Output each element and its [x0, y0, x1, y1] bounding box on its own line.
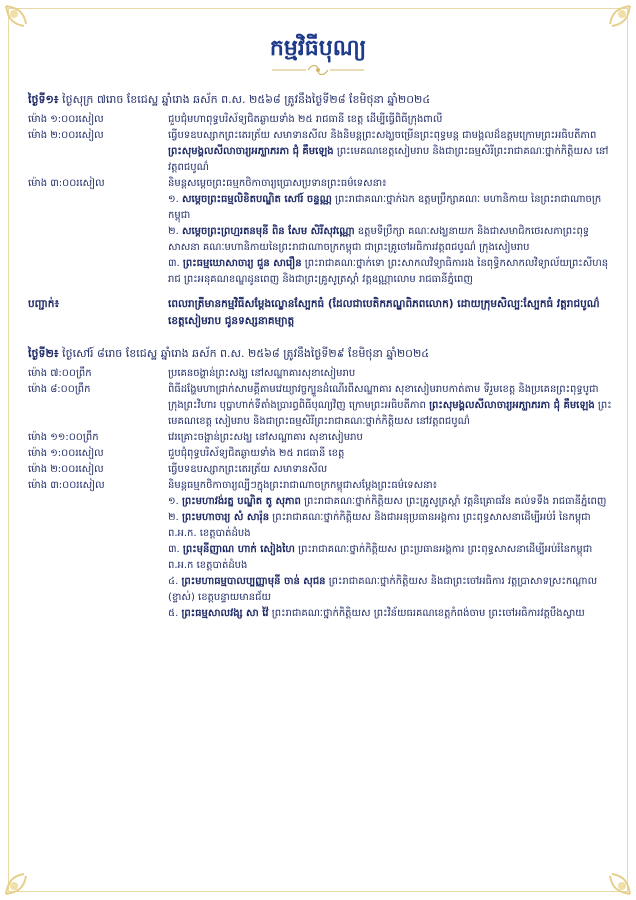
page-title: កម្មវិធីបុណ្យ	[269, 35, 367, 61]
schedule-row	[28, 382, 613, 430]
list-item	[168, 542, 613, 574]
day1-label: ថ្ងៃទី១៖	[28, 93, 59, 106]
preacher-name: ព្រះមហាធម្មបាលប្បញ្ញាមុនី ចាន់ សុជន	[181, 576, 326, 587]
list-item	[168, 574, 613, 606]
list-item	[168, 256, 613, 288]
list-number: ២.	[168, 512, 182, 523]
list-number: ៣.	[168, 258, 183, 269]
schedule-row	[28, 128, 613, 176]
schedule-time: ម៉ោង ៣:០០រសៀល	[28, 480, 105, 491]
list-number: ១.	[168, 496, 182, 507]
list-item	[168, 510, 613, 542]
preacher-list	[168, 494, 613, 622]
preacher-name: ព្រះមហាចារ្យ សំ សារ៉ុន	[181, 512, 270, 523]
list-item	[168, 224, 613, 256]
preacher-title: ព្រះរាជាគណៈថ្នាក់កិត្តិយស និងជាព្រះចៅអធិការ វត្តប្រាសាទស្រះកណ្តាល (ខ្ទាស់) ខេត្តបន្ទាយមានជ័យ	[168, 576, 598, 603]
schedule-time: ម៉ោង ២:០០រសៀល	[28, 130, 104, 141]
schedule-desc: ជួបជុំមហាពុទ្ធបរិស័ទ្យជិតឆ្ងាយទាំង ២៥ រាជធានី ខេត្ត ដើម្បីធ្វើពិធីក្រុងពាលី	[168, 114, 443, 125]
note-text: ពេលរាត្រីមានកម្មវិធីសម្តែងល្ខោនស្បែកធំ (ដែលជាបេតិកភណ្ឌពិភពលោក) ដោយក្រុមសិល្បៈស្បែកធំ វត្តរាជបូណ៌ ខេត្តសៀមរាប ជូនទស្សនាគម្យាត្ត	[168, 298, 600, 327]
preacher-name: ព្រះធម្មឃោសាចារ្យ ជួន សារឿន	[182, 258, 302, 269]
schedule-time: ម៉ោង ១:០០រសៀល	[28, 448, 104, 459]
schedule-row	[28, 112, 613, 128]
preacher-list	[168, 192, 613, 288]
desc-text: និមន្តសម្តេចព្រះធម្មកថិកាចារ្យប្រោសប្រទានព្រះធម៌ទេសនា៖	[168, 178, 387, 189]
day2-date: ថ្ងៃសៅរ៍ ៨រោច ខែជេស្ឋ ឆ្នាំរោង ឆស័ក ព.ស. ២៥៦៨ ត្រូវនឹងថ្ងៃទី២៩ ខែមិថុនា ឆ្នាំ២០២៤	[62, 347, 430, 360]
presiding-monk-name: ព្រះសុមង្គលសីលាចារ្យអភ្ឃាភរភា ជុំ គឹមឡេង	[168, 146, 334, 157]
note-label: បញ្ជាក់៖	[28, 298, 60, 310]
day1-date: ថ្ងៃសុក្រ ៧រោច ខែជេស្ឋ ឆ្នាំរោង ឆស័ក ព.ស. ២៥៦៨ ត្រូវនឹងថ្ងៃទី២៨ ខែមិថុនា ឆ្នាំ២០២៤	[62, 93, 431, 106]
list-item	[168, 606, 613, 622]
preacher-title: ឧត្តមទីប្រឹក្សា គណៈសង្ឃនាយក និងជាសមាជិកថេរសភាព្រះពុទ្ធសាសនា គណៈមហានិកាយនៃព្រះរាជាណាចក្រកម្ពុជា ជាព្រះគ្រូចៅអធិការវត្តពជបូណ៌ ក្រុងសៀមរាប	[168, 226, 590, 253]
list-item	[168, 192, 613, 224]
preacher-name: ព្រះមុនីញាណ ហាក់ សៀងហៃ	[182, 544, 295, 555]
schedule-desc: ជួបជុំពុទ្ធបរិស័ទ្យជិតឆ្ងាយទាំង ២៥ រាជធានី ខេត្ត	[168, 448, 345, 459]
preacher-name: សម្តេចព្រះធម្មលិខិតបណ្ឌិត សៅរ៍ ចន្ទណ្ណ	[181, 194, 332, 205]
program-content	[28, 92, 613, 630]
preacher-name: ព្រះមហាវង់រត្ន បណ្ឌិត តូ សុភាព	[181, 496, 301, 507]
schedule-row	[28, 446, 613, 462]
list-number: ៥.	[168, 608, 182, 619]
schedule-time: ម៉ោង ២:០០រសៀល	[28, 464, 104, 475]
day2-label: ថ្ងៃទី២៖	[28, 347, 59, 360]
preacher-title: ព្រះរាជាគណៈថ្នាក់កិត្តិយស ព្រះវិន័យធរគណខេត្តកំពង់ចាម ព្រះចៅអធិការវត្តបឹងស្វាយ	[268, 608, 585, 619]
schedule-desc: ធ្វើបទឧបស្សាកព្រះតេរត្រ័យ សមាទានសីល	[168, 464, 328, 475]
schedule-desc: ប្រគេនចង្ហាន់ព្រះសង្ឃ នៅសណ្ឋាគារសុខាសៀមរាប	[168, 368, 356, 379]
day1-note	[28, 296, 613, 330]
schedule-row	[28, 478, 613, 622]
schedule-desc	[168, 478, 613, 622]
schedule-desc	[168, 176, 613, 288]
preacher-title: ព្រះរាជាគណៈថ្នាក់ទោ ព្រះសាកលវិទ្យាធិការរង នៃពុទ្ធិកសាកលវិទ្យាល័យព្រះសីហនុរាជ ព្រះអនុគណខណ្ឌដូនពេញ និងជាព្រះគ្រូសូត្រស្តាំ វត្តឧណ្ណាលោម រាជធានីភ្នំពេញ	[168, 258, 609, 285]
corner-ornament-icon	[598, 862, 632, 896]
desc-text: ធ្វើបទឧបស្សាកព្រះតេរត្រ័យ សមាទានសីល និងនិមន្តព្រះសង្ឃចម្រើនព្រះពុទ្ធមន្ត ជាមង្គលដ៏ឧត្តមក្រោមព្រះអធិបតីភាព	[168, 130, 597, 141]
day1-schedule	[28, 112, 613, 288]
preacher-name: ព្រះធម្មសាលវង្ស សា វ៉ៃ	[181, 608, 269, 619]
schedule-row	[28, 462, 613, 478]
corner-ornament-icon	[598, 4, 632, 38]
desc-text: ព្រះមេគណខេត្តសៀមរាប និងជាព្រះធម្មសិរីព្រះរាជាគណៈថ្នាក់កិត្តិយស នៅវត្តពជបូណ៌	[168, 146, 609, 173]
list-item	[168, 494, 613, 510]
schedule-row	[28, 366, 613, 382]
list-number: ១.	[168, 194, 182, 205]
list-number: ៣.	[168, 544, 183, 555]
schedule-time: ម៉ោង ១:០០រសៀល	[28, 114, 104, 125]
desc-text: ពិធីដង្ហែមហាជ្រាក់សាមគ្គីតាមវេយ្យាវច្ចក្បួនដំណើរពីសណ្ឋាគារ សុខាសៀមរាបកាត់តាម ទីរួមខេត្ត និងប្រគេនព្រះពុទ្ធ​បូជាក្រុងព្រះវិហារ បុប្ផាហាក់ទីតាំងប្រារព្ធពិធីបុណ្យវិញ ក្រោមព្រះអធិបតីភាព	[168, 384, 599, 411]
corner-ornament-icon	[4, 862, 38, 896]
schedule-desc	[168, 382, 613, 430]
schedule-time: ម៉ោង ៣:០០រសៀល	[28, 178, 105, 189]
title-divider-ornament-icon	[268, 64, 368, 76]
list-number: ៤.	[168, 576, 182, 587]
corner-ornament-icon	[4, 4, 38, 38]
day2-schedule	[28, 366, 613, 622]
schedule-desc	[168, 128, 613, 176]
schedule-time: ម៉ោង ១១:០០ព្រឹក	[28, 432, 99, 443]
preacher-title: ព្រះរាជាគណៈថ្នាក់កិត្តិយស និងជាអនុប្រធានអង្គការ ព្រះពុទ្ធសាសនាដើម្បីអប់រំ នៃកម្ពុជា ព.អ.ក. ខេត្តបាត់ដំបង	[168, 512, 591, 539]
day2-heading	[28, 346, 613, 362]
preacher-name: សម្តេចព្រះព្រហ្មរតនមុនី ពិន សែម សិរីសុវណ្ណោ	[181, 226, 355, 237]
preacher-title: ព្រះរាជាគណៈថ្នាក់ឯក ឧត្តមប្រឹក្សាគណៈ មហានិកាយ នៃព្រះរាជាណាចក្រកម្ពុជា	[168, 194, 602, 221]
preacher-title: ព្រះរាជាគណៈថ្នាក់កិត្តិយស ព្រះប្រធានអង្គការ ព្រះពុទ្ធសាសនាដើម្បីអប់រំនៃកម្ពុជា ព.អ.ក ខេត្តបាត់ដំបង	[168, 544, 593, 571]
desc-text: ព្រះមេគណខេត្ត សៀមរាប និងជាព្រះធម្មសិរីព្រះរាជាគណៈថ្នាក់កិត្តិយស នៅវត្តពជបូណ៌	[168, 400, 612, 427]
schedule-row	[28, 176, 613, 288]
schedule-desc: វេរគ្រោះចង្ហាន់ព្រះសង្ឃ នៅសណ្ឋាគារ សុខាសៀមរាប	[168, 432, 363, 443]
schedule-row	[28, 430, 613, 446]
schedule-time: ម៉ោង ៨:០០ព្រឹក	[28, 384, 91, 395]
preacher-title: ព្រះរាជាគណៈថ្នាក់កិត្តិយស ព្រះគ្រូសូត្រស្តាំ វត្តនិគ្រោធវ័ន គល់ទទឹង រាជធានីភ្នំពេញ	[300, 496, 607, 507]
day1-heading	[28, 92, 613, 108]
schedule-time: ម៉ោង ៧:០០ព្រឹក	[28, 368, 92, 379]
presiding-monk-name: ព្រះសុមង្គលសីលាចារ្យអភ្ឃាភរភា ជុំ គឹមឡេង	[429, 400, 595, 411]
desc-text: និមន្តធម្មកថិកាចារ្យល្បីៗក្នុងព្រះរាជាណាចក្រកម្ពុជាសម្តែងព្រះធម៌ទេសនា៖	[168, 480, 438, 491]
list-number: ២.	[168, 226, 182, 237]
